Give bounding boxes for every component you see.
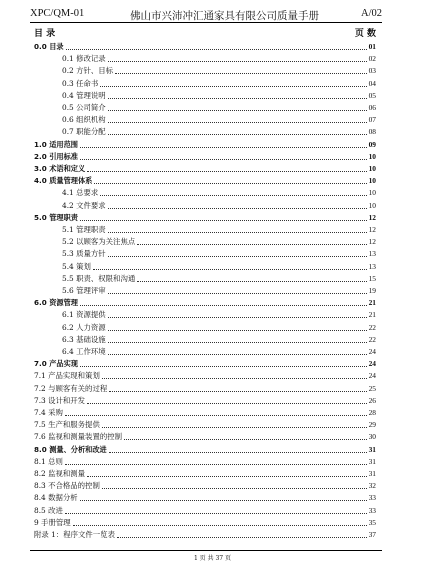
leader-dots [108, 97, 367, 99]
toc-entry-page: 30 [368, 432, 376, 442]
toc-entry-page: 19 [368, 286, 376, 295]
toc-entry-page: 31 [368, 456, 376, 466]
leader-dots [108, 121, 367, 123]
toc-entry-page: 26 [368, 395, 376, 405]
leader-dots [93, 268, 367, 270]
toc-entry [62, 125, 376, 137]
leader-dots [65, 512, 367, 514]
leader-dots [87, 475, 367, 477]
toc-entry-label: 1.0 适用范围 [34, 139, 78, 149]
leader-dots [80, 146, 367, 148]
leader-dots [108, 292, 367, 294]
toc-entry-label: 5.5 职责、权限和沟通 [62, 273, 136, 283]
toc-entry-page: 03 [368, 66, 376, 76]
leader-dots [108, 133, 367, 135]
toc-entry [62, 77, 376, 89]
toc-entry-page: 10 [368, 164, 376, 173]
leader-dots [108, 341, 367, 343]
toc-entry-page: 10 [368, 188, 376, 198]
page-header [30, 6, 382, 23]
leader-dots [108, 255, 367, 257]
toc-entry-page: 07 [368, 115, 376, 125]
leader-dots [102, 487, 367, 489]
toc-entry-label: 5.0 管理职责 [34, 212, 78, 222]
toc-entry-label: 4.2 文件要求 [62, 200, 106, 210]
toc-entry [62, 64, 376, 76]
leader-dots [80, 365, 367, 367]
toc-entry-page: 12 [368, 225, 376, 234]
leader-dots [94, 182, 366, 184]
page-footer: 1 页 共 37 页 [193, 555, 232, 562]
footer-divider [30, 550, 382, 551]
toc-entry-page: 02 [368, 54, 376, 64]
toc-entry-label: 0.3 任命书 [62, 78, 99, 88]
toc-entry-page: 13 [368, 261, 376, 271]
toc-entry-page: 33 [368, 505, 376, 515]
toc-entry-page: 10 [368, 176, 376, 186]
leader-dots [108, 60, 367, 62]
leader-dots [117, 536, 367, 538]
toc-entry [62, 321, 376, 333]
toc-entry [34, 406, 376, 418]
toc-entry-page: 08 [368, 127, 376, 137]
toc-entry-page: 05 [368, 90, 376, 100]
leader-dots [102, 377, 367, 379]
toc-entry [62, 235, 376, 247]
toc-entry-label: 0.6 组织机构 [62, 115, 106, 125]
toc-entry-page: 31 [368, 469, 376, 478]
toc-entry [34, 296, 376, 308]
toc-entry-label: 9 手册管理 [34, 517, 71, 527]
toc-entry-label: 5.1 管理职责 [62, 225, 106, 234]
toc-entry [34, 443, 376, 455]
toc-entry [34, 174, 376, 186]
toc-entry-label: 7.5 生产和服务提供 [34, 420, 100, 430]
toc-entry-label: 0.5 公司简介 [62, 103, 106, 112]
toc-entry-label: 4.0 质量管理体系 [34, 176, 93, 186]
leader-dots [100, 194, 366, 196]
toc-entry [34, 504, 376, 516]
toc-entry-page: 10 [368, 200, 376, 210]
toc-entry [62, 52, 376, 64]
leader-dots [108, 231, 367, 233]
toc-entry-label: 7.2 与顾客有关的过程 [34, 383, 108, 393]
toc-entry [62, 345, 376, 357]
toc-entry-label: 4.1 总要求 [62, 188, 99, 198]
toc-entry-label: 5.3 质量方针 [62, 249, 106, 259]
toc-entry-label: 8.4 数据分析 [34, 493, 78, 503]
toc-entry [62, 272, 376, 284]
toc-entry-label: 5.4 策划 [62, 261, 91, 271]
toc-entry-label: 6.4 工作环境 [62, 347, 106, 356]
toc-entry [34, 479, 376, 491]
leader-dots [100, 85, 366, 87]
leader-dots [102, 426, 367, 428]
leader-dots [87, 170, 366, 172]
toc-entry-label: 8.3 不合格品的控制 [34, 481, 100, 491]
leader-dots [73, 524, 367, 526]
leader-dots [80, 304, 367, 306]
toc-entry-page: 32 [368, 481, 376, 491]
toc-entry [34, 211, 376, 223]
toc-entry [34, 528, 376, 540]
toc-entry-page: 24 [368, 359, 376, 369]
leader-dots [80, 499, 367, 501]
toc-title: 目 录 [34, 29, 56, 39]
toc-entry-page: 24 [368, 371, 376, 381]
toc-entry-label: 8.0 测量、分析和改进 [34, 444, 107, 454]
toc-entry-page: 09 [368, 139, 376, 149]
toc-entry [34, 138, 376, 150]
toc-entry-page: 35 [368, 517, 376, 527]
toc-entry [34, 455, 376, 467]
toc-entry [34, 369, 376, 381]
toc-entry-page: 24 [368, 347, 376, 356]
toc-entry [62, 113, 376, 125]
toc-entry-page: 22 [368, 322, 376, 332]
toc-entry-page: 12 [368, 237, 376, 247]
toc-entry [34, 150, 376, 162]
leader-dots [108, 329, 367, 331]
toc-entry [62, 186, 376, 198]
toc-entry [62, 247, 376, 259]
toc-entry-page: 33 [368, 493, 376, 503]
toc-entry-label: 8.1 总则 [34, 456, 63, 466]
toc-entry [62, 333, 376, 345]
toc-entry-label: 8.2 监视和测量 [34, 469, 86, 478]
toc-entry [34, 40, 376, 52]
document-title: 佛山市兴沛冲汇通家具有限公司质量手册 [130, 10, 319, 22]
toc-entry-page: 01 [368, 42, 376, 51]
leader-dots [108, 207, 367, 209]
toc-entry [62, 101, 376, 113]
toc-entry-label: 7.4 采购 [34, 408, 63, 417]
toc-entry [62, 284, 376, 296]
toc-entry-label: 5.2 以顾客为关注焦点 [62, 237, 136, 247]
toc-entry-page: 37 [368, 530, 376, 539]
toc-entry-page: 28 [368, 408, 376, 417]
leader-dots [87, 402, 367, 404]
toc-entry [62, 199, 376, 211]
toc-entry [34, 382, 376, 394]
leader-dots [80, 219, 367, 221]
toc-entry-page: 15 [368, 273, 376, 283]
toc-page-column-label: 页 数 [354, 29, 376, 39]
toc-entry [34, 430, 376, 442]
toc-entry-page: 25 [368, 383, 376, 393]
toc-entry-page: 06 [368, 103, 376, 112]
toc-entry-page: 22 [368, 334, 376, 344]
toc-entry-label: 6.1 资源提供 [62, 310, 106, 320]
document-version: A/02 [361, 8, 382, 19]
toc-entry-label: 7.0 产品实现 [34, 359, 78, 369]
toc-entry [34, 491, 376, 503]
leader-dots [137, 280, 366, 282]
toc-entry-label: 0.0 目录 [34, 42, 64, 51]
leader-dots [124, 438, 367, 440]
toc-entry [34, 162, 376, 174]
toc-entry-page: 21 [368, 298, 376, 308]
leader-dots [65, 414, 367, 416]
leader-dots [66, 48, 367, 50]
leader-dots [137, 243, 366, 245]
leader-dots [109, 390, 366, 392]
leader-dots [115, 72, 367, 74]
toc-entry-label: 6.2 人力资源 [62, 322, 106, 332]
toc-entry [34, 394, 376, 406]
toc-entry-page: 12 [368, 212, 376, 222]
toc-entry-label: 5.6 管理评审 [62, 286, 106, 295]
leader-dots [80, 158, 367, 160]
toc-entry [34, 357, 376, 369]
toc-entry [34, 467, 376, 479]
toc-entry [34, 516, 376, 528]
toc-entry-label: 0.1 修改记录 [62, 54, 106, 64]
toc-entry-label: 0.7 职能分配 [62, 127, 106, 137]
toc-entry [62, 308, 376, 320]
toc-entry-label: 6.0 资源管理 [34, 298, 78, 308]
toc-entry-label: 8.5 改进 [34, 505, 63, 515]
leader-dots [65, 463, 367, 465]
toc-entry-label: 7.3 设计和开发 [34, 395, 86, 405]
leader-dots [108, 353, 367, 355]
toc-entry-page: 29 [368, 420, 376, 430]
toc-entry-page: 10 [368, 151, 376, 161]
document-code: XPC/QM-01 [30, 8, 85, 19]
toc-entry-label: 0.4 管理说明 [62, 90, 106, 100]
toc-entry [34, 418, 376, 430]
toc-entry-page: 21 [368, 310, 376, 320]
leader-dots [108, 109, 367, 111]
toc-column-headers [34, 26, 376, 38]
leader-dots [108, 316, 367, 318]
toc-entry-label: 2.0 引用标准 [34, 151, 78, 161]
toc-entry-label: 6.3 基础设施 [62, 334, 106, 344]
toc-entry-label: 3.0 术语和定义 [34, 164, 86, 173]
toc-entry [62, 89, 376, 101]
toc-entry-page: 31 [368, 444, 376, 454]
toc-entry [62, 260, 376, 272]
toc-entry-page: 04 [368, 78, 376, 88]
toc-entry [62, 223, 376, 235]
leader-dots [109, 451, 367, 453]
toc-entry-page: 13 [368, 249, 376, 259]
toc-entry-label: 7.6 监视和测量装置的控制 [34, 432, 123, 442]
toc-entry-label: 7.1 产品实现和策划 [34, 371, 100, 381]
toc-entry-label: 0.2 方针、目标 [62, 66, 114, 76]
toc-entry-label: 附录 1：程序文件一览表 [34, 530, 115, 539]
